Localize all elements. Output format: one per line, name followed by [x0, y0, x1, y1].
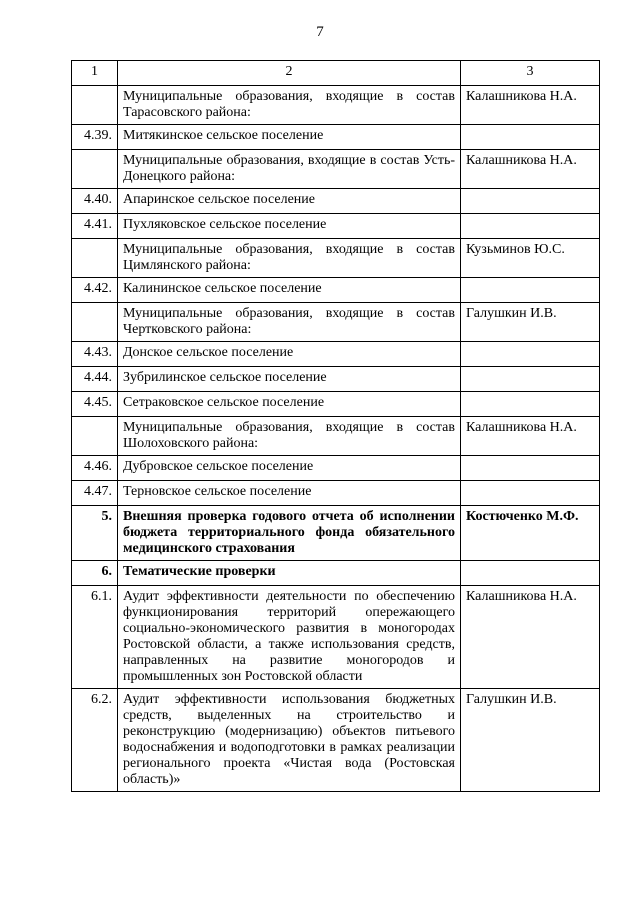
row-responsible: Галушкин И.В. — [461, 303, 600, 342]
row-number: 6. — [72, 561, 118, 586]
row-responsible — [461, 367, 600, 392]
row-number: 5. — [72, 506, 118, 561]
row-text: Аудит эффективности использования бюджетных средств, выделенных на строительство и реконструкцию (модернизацию) объектов питьевого водоснабжения и водоподготовки в рамках реализации регионального проекта «Чистая вода (Ростовская область)» — [118, 689, 461, 792]
table-row — [72, 303, 600, 342]
row-responsible: Галушкин И.В. — [461, 689, 600, 792]
table-row — [72, 586, 600, 689]
row-number — [72, 303, 118, 342]
table-row — [72, 506, 600, 561]
table-row — [72, 125, 600, 150]
page-number: 7 — [316, 24, 324, 40]
row-text: Донское сельское поселение — [118, 342, 461, 367]
row-text: Муниципальные образования, входящие в состав Усть-Донецкого района: — [118, 150, 461, 189]
row-text: Муниципальные образования, входящие в состав Цимлянского района: — [118, 239, 461, 278]
row-number: 4.41. — [72, 214, 118, 239]
header-col-3: 3 — [461, 61, 600, 86]
table-row — [72, 214, 600, 239]
row-responsible: Калашникова Н.А. — [461, 150, 600, 189]
row-number: 4.42. — [72, 278, 118, 303]
table-row — [72, 150, 600, 189]
row-responsible: Калашникова Н.А. — [461, 417, 600, 456]
row-number: 4.39. — [72, 125, 118, 150]
table-row — [72, 392, 600, 417]
row-text: Муниципальные образования, входящие в состав Тарасовского района: — [118, 86, 461, 125]
row-text: Терновское сельское поселение — [118, 481, 461, 506]
row-responsible — [461, 214, 600, 239]
row-number: 6.2. — [72, 689, 118, 792]
header-col-2: 2 — [118, 61, 461, 86]
row-text: Внешняя проверка годового отчета об исполнении бюджета территориального фонда обязательного медицинского страхования — [118, 506, 461, 561]
row-responsible — [461, 125, 600, 150]
row-responsible — [461, 342, 600, 367]
row-responsible — [461, 392, 600, 417]
row-number — [72, 239, 118, 278]
row-text: Пухляковское сельское поселение — [118, 214, 461, 239]
row-number: 4.47. — [72, 481, 118, 506]
row-text: Муниципальные образования, входящие в состав Шолоховского района: — [118, 417, 461, 456]
table-row — [72, 561, 600, 586]
row-text: Калининское сельское поселение — [118, 278, 461, 303]
table-row — [72, 689, 600, 792]
row-number — [72, 417, 118, 456]
table-row — [72, 342, 600, 367]
row-text: Дубровское сельское поселение — [118, 456, 461, 481]
table-row — [72, 367, 600, 392]
row-number: 4.43. — [72, 342, 118, 367]
header-col-1: 1 — [72, 61, 118, 86]
table-row — [72, 456, 600, 481]
row-number — [72, 86, 118, 125]
row-number: 4.44. — [72, 367, 118, 392]
table-row — [72, 481, 600, 506]
row-text: Тематические проверки — [118, 561, 461, 586]
row-text: Аудит эффективности деятельности по обеспечению функционирования территорий опережающего социально-экономического развития в моногородах Ростовской области, а также использования средств, направленных на развитие моногородов и промышленных зон Ростовской области — [118, 586, 461, 689]
table-row — [72, 189, 600, 214]
table-row — [72, 239, 600, 278]
row-number — [72, 150, 118, 189]
row-number: 6.1. — [72, 586, 118, 689]
row-responsible: Костюченко М.Ф. — [461, 506, 600, 561]
row-responsible: Калашникова Н.А. — [461, 86, 600, 125]
table-row — [72, 86, 600, 125]
row-responsible: Калашникова Н.А. — [461, 586, 600, 689]
row-text: Апаринское сельское поселение — [118, 189, 461, 214]
row-responsible: Кузьминов Ю.С. — [461, 239, 600, 278]
row-text: Сетраковское сельское поселение — [118, 392, 461, 417]
plan-table — [71, 60, 600, 792]
row-responsible — [461, 278, 600, 303]
row-responsible — [461, 456, 600, 481]
row-number: 4.40. — [72, 189, 118, 214]
row-text: Муниципальные образования, входящие в состав Чертковского района: — [118, 303, 461, 342]
row-text: Зубрилинское сельское поселение — [118, 367, 461, 392]
table-row — [72, 417, 600, 456]
table-row — [72, 278, 600, 303]
row-text: Митякинское сельское поселение — [118, 125, 461, 150]
row-number: 4.45. — [72, 392, 118, 417]
row-number: 4.46. — [72, 456, 118, 481]
row-responsible — [461, 189, 600, 214]
table-header-row — [72, 61, 600, 86]
row-responsible — [461, 561, 600, 586]
row-responsible — [461, 481, 600, 506]
